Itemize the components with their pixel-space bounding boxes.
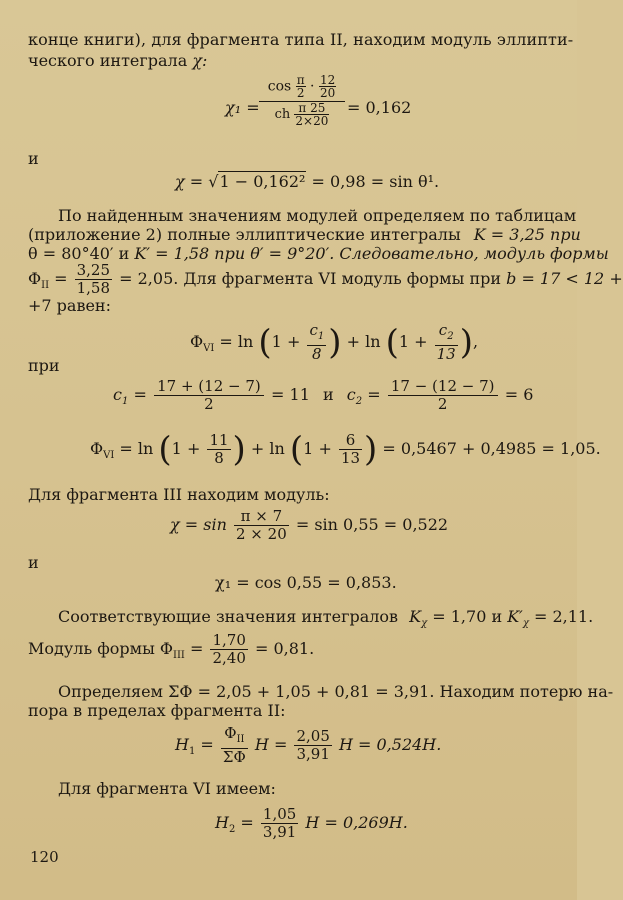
eq1-ch: ch xyxy=(274,107,291,122)
paragraph-form-modulus-iii xyxy=(28,632,314,668)
eq3-1plus-a: 1 + xyxy=(271,332,301,351)
equation-phi-vi-general xyxy=(190,322,478,362)
p8-text: Модуль формы Φ xyxy=(28,639,174,658)
eq9-fraction: $\frac{1,05}{3,91}$ xyxy=(262,805,297,841)
and-word-1: и xyxy=(28,149,39,168)
eq1-fraction xyxy=(259,74,345,127)
eq4-res1: = 11 xyxy=(271,385,310,404)
eq6-result: = sin 0,55 = 0,522 xyxy=(295,515,449,534)
eq4-res2: = 6 xyxy=(504,385,534,404)
eq3-1plus-b: 1 + xyxy=(398,332,428,351)
p7-and: = 1,70 и xyxy=(432,607,503,626)
p2-K: K = 3,25 при xyxy=(473,225,581,244)
eq3-ln2: + ln xyxy=(346,332,381,351)
text-line-2 xyxy=(28,52,207,70)
eq8-H-eq: H = xyxy=(254,735,288,754)
eq1-lhs: χ₁ = xyxy=(225,98,260,117)
eq3-c2-over-13: $\frac{c_2}{13}$ xyxy=(436,321,456,363)
p4-b-cond: b = 17 < 12 + xyxy=(506,269,623,288)
equation-phi-vi-numeric xyxy=(90,429,601,472)
eq6-fraction: $\frac{\pi \times 7}{2 \times 20}$ xyxy=(236,507,287,543)
eq3-paren-open-2: ( xyxy=(385,322,399,363)
eq5-6-over-13: $\frac{6}{13}$ xyxy=(340,431,361,467)
p7-text: Соответствующие значения интегралов xyxy=(58,607,399,626)
p8-fraction: $\frac{1,70}{2,40}$ xyxy=(212,631,246,667)
paragraph-sum-line-1: Определяем ΣΦ = 2,05 + 1,05 + 0,81 = 3,91. Находим потерю на- xyxy=(58,682,614,701)
equation-h2 xyxy=(215,806,408,846)
eq5-paren-open-2: ( xyxy=(289,429,304,470)
p3-rest: K′ = 1,58 при θ′ = 9°20′. Следовательно, модуль формы xyxy=(134,244,609,263)
paragraph-integrals xyxy=(58,608,593,633)
word-pri: при xyxy=(28,356,60,375)
eq5-ln2: + ln xyxy=(250,439,285,458)
paragraph-line-4 xyxy=(28,262,623,296)
p8-eq: = xyxy=(189,639,204,658)
p4-phi: Φ xyxy=(28,269,42,288)
equation-h1 xyxy=(175,725,441,765)
p8-result: = 0,81. xyxy=(254,639,315,658)
eq3-phi-sub: VI xyxy=(203,343,215,355)
eq8-fraction-2: $\frac{2,05}{3,91}$ xyxy=(296,727,330,763)
equation-chi1-cos: χ₁ = cos 0,55 = 0,853. xyxy=(215,573,397,592)
eq3-paren-close-2: ) xyxy=(459,322,473,363)
eq4-fraction-2: $\frac{17 - (12 - 7)}{2}$ xyxy=(388,378,498,413)
p4-text: = 2,05. Для фрагмента VI модуль формы при xyxy=(119,269,502,288)
eq9-H-sub: 2 xyxy=(228,824,236,836)
eq5-paren-close-1: ) xyxy=(232,429,246,470)
p2-text: (приложение 2) полные эллиптические интегралы xyxy=(28,225,461,244)
eq3-phi: Φ xyxy=(190,332,204,351)
eq8-fraction-1: $\Phi_{II}$ ΣΦ xyxy=(222,724,246,766)
eq5-phi: Φ xyxy=(90,439,104,458)
eq4-fraction-1: $\frac{17 + (12 - 7)}{2}$ xyxy=(154,378,264,413)
p4-eq: = xyxy=(54,269,68,288)
p4-fraction: $\frac{3,25}{1,58}$ xyxy=(76,261,111,297)
eq5-phi-sub: VI xyxy=(103,450,115,462)
eq1-pi25-over-2x20: $\frac{\pi 25}{2\times 20}$ xyxy=(295,101,329,128)
eq5-result: = 0,5467 + 0,4985 = 1,05. xyxy=(382,439,601,458)
eq2-result: = 0,98 = sin θ¹. xyxy=(311,172,440,191)
eq5-11-over-8: $\frac{11}{8}$ xyxy=(209,431,229,467)
p3-theta: θ = 80°40′ и xyxy=(28,244,130,263)
eq8-eq: = xyxy=(200,735,214,754)
eq4-and: и xyxy=(322,385,334,404)
and-word-2: и xyxy=(28,553,39,572)
eq9-H: H xyxy=(215,813,229,832)
equation-chi xyxy=(175,173,439,191)
eq4-eq2: = xyxy=(367,385,381,404)
eq4-c2-sub: 2 xyxy=(355,396,363,408)
eq4-eq1: = xyxy=(133,385,147,404)
eq1-numerator: cos $\frac{\pi}{2}$ · $\frac{12}{20}$ xyxy=(267,73,336,100)
paragraph-fragment-vi: Для фрагмента VI имеем: xyxy=(58,779,276,798)
eq5-1plus-a: 1 + xyxy=(171,439,201,458)
eq5-paren-close-2: ) xyxy=(364,429,378,470)
eq3-paren-open-1: ( xyxy=(258,322,272,363)
equation-chi-iii xyxy=(170,508,448,548)
eq2-lhs: χ = √ xyxy=(175,172,219,191)
eq1-cos: cos xyxy=(267,78,292,95)
page-number: 120 xyxy=(30,848,59,866)
eq6-lhs: χ = sin xyxy=(170,515,227,534)
paragraph-line-2 xyxy=(28,226,581,244)
eq8-H-sub: 1 xyxy=(188,746,196,758)
eq1-denominator xyxy=(259,101,345,127)
paragraph-line-1: По найденным значениям модулей определяем по таблицам xyxy=(58,206,577,225)
p7-K: K xyxy=(409,607,422,626)
eq9-eq: = xyxy=(240,813,254,832)
p7-K-sub: χ xyxy=(421,618,428,630)
p7-value: = 2,11. xyxy=(533,607,594,626)
p7-Kprime-sub: χ xyxy=(522,618,529,630)
eq2-radicand: 1 − 0,162² xyxy=(219,172,306,191)
text-line-2-text: ческого интеграла xyxy=(28,51,188,70)
eq5-ln1: = ln xyxy=(119,439,154,458)
eq1-12-over-20: $\frac{12}{20}$ xyxy=(319,73,336,100)
eq5-paren-open-1: ( xyxy=(158,429,172,470)
p8-sub: III xyxy=(173,650,185,662)
chi-symbol: χ: xyxy=(192,51,208,70)
eq8-H: H xyxy=(175,735,189,754)
eq1-result: = 0,162 xyxy=(347,98,412,117)
eq4-c2: c xyxy=(346,385,356,404)
paragraph-sum-line-2: пора в пределах фрагмента II: xyxy=(28,701,286,720)
eq3-comma: , xyxy=(472,332,479,351)
eq4-c1: c xyxy=(113,385,122,404)
p4-phi-sub: II xyxy=(41,280,50,292)
paragraph-fragment-iii: Для фрагмента III находим модуль: xyxy=(28,485,330,504)
eq3-paren-close-1: ) xyxy=(328,322,342,363)
equation-c1-c2 xyxy=(113,378,533,418)
eq9-result: H = 0,269H. xyxy=(305,813,408,832)
eq5-1plus-b: 1 + xyxy=(303,439,332,458)
eq3-ln1: = ln xyxy=(219,332,254,351)
eq8-result: H = 0,524H. xyxy=(338,735,442,754)
p7-Kprime: K′ xyxy=(507,607,523,626)
paragraph-line-5: +7 равен: xyxy=(28,296,111,315)
eq3-c1-over-8: $\frac{c_1}{8}$ xyxy=(309,321,325,363)
text-line-1: конце книги), для фрагмента типа II, находим модуль эллипти- xyxy=(28,30,574,49)
paragraph-line-3 xyxy=(28,245,609,263)
eq4-c1-sub: 1 xyxy=(121,396,129,408)
eq1-pi-over-2: $\frac{\pi}{2}$ xyxy=(296,73,305,100)
